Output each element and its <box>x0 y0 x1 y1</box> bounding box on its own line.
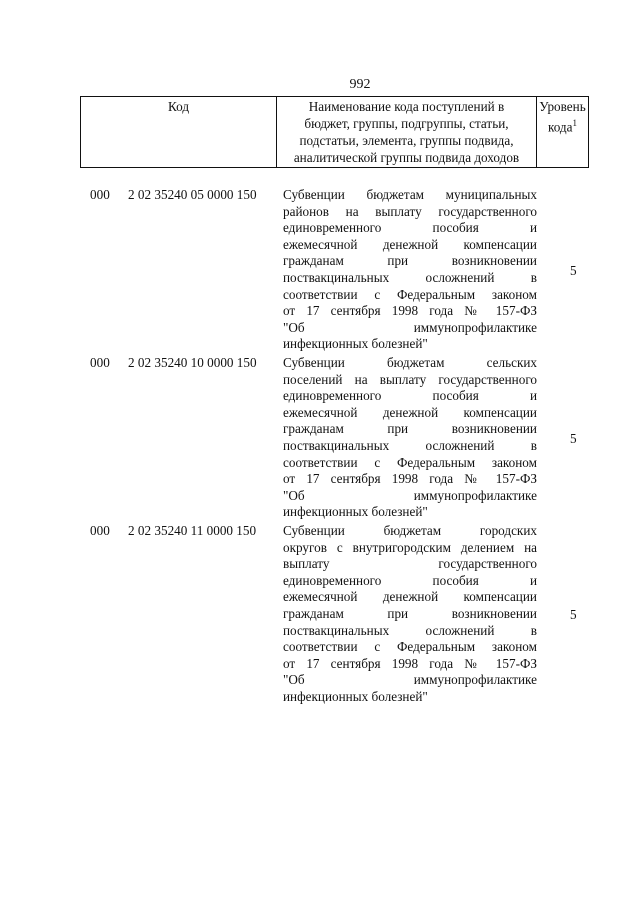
table-header <box>80 96 589 168</box>
income-description <box>283 523 537 706</box>
description-line: гражданам при возникновении <box>283 253 537 269</box>
page-number: 992 <box>349 77 371 92</box>
description-line: Субвенции бюджетам городских <box>283 523 537 538</box>
description-line: соответствии с Федеральным законом <box>283 286 537 302</box>
description-line: гражданам при возникновении <box>283 605 537 621</box>
description-line: поствакцинальных осложнений в <box>283 269 537 285</box>
description-line: Субвенции бюджетам сельских <box>283 355 537 370</box>
description-line: районов на выплату государственного <box>283 203 537 219</box>
description-line: выплату государственного <box>283 556 537 572</box>
header-level <box>537 97 589 168</box>
description-line: Субвенции бюджетам муниципальных <box>283 187 537 202</box>
income-description <box>283 187 537 353</box>
description-line: инфекционных болезней" <box>283 504 428 520</box>
code-level: 5 <box>570 607 577 622</box>
description-line: единовременного пособия и <box>283 572 537 588</box>
header-name-line: Наименование кода поступлений в <box>308 99 505 114</box>
description-line: от 17 сентября 1998 года № 157-ФЗ <box>283 655 537 671</box>
code-level: 5 <box>570 431 577 446</box>
description-line: соответствии с Федеральным законом <box>283 454 537 470</box>
header-level-label2: кода <box>547 119 573 135</box>
income-description <box>283 355 537 521</box>
description-line: "Об иммунопрофилактике <box>283 672 537 688</box>
description-line: округов с внутригородским делением на <box>283 539 537 555</box>
description-line: от 17 сентября 1998 года № 157-ФЗ <box>283 303 537 319</box>
description-line: поствакцинальных осложнений в <box>283 622 537 638</box>
header-name-line: подстатьи, элемента, группы подвида, <box>299 133 514 148</box>
description-line: единовременного пособия и <box>283 388 537 404</box>
description-line: ежемесячной денежной компенсации <box>283 404 537 420</box>
header-name <box>277 97 537 168</box>
admin-code: 000 <box>90 187 110 202</box>
description-line: гражданам при возникновении <box>283 421 537 437</box>
header-code: Код <box>81 97 277 168</box>
description-line: "Об иммунопрофилактике <box>283 487 537 503</box>
income-code: 2 02 35240 05 0000 150 <box>128 187 257 202</box>
code-level: 5 <box>570 263 577 278</box>
header-level-footnote: 1 <box>572 118 577 128</box>
header-name-line: бюджет, группы, подгруппы, статьи, <box>304 116 509 131</box>
description-line: "Об иммунопрофилактике <box>283 319 537 335</box>
admin-code: 000 <box>90 355 110 370</box>
admin-code: 000 <box>90 523 110 538</box>
income-code: 2 02 35240 10 0000 150 <box>128 355 257 370</box>
description-line: инфекционных болезней" <box>283 688 428 704</box>
header-name-line: аналитической группы подвида доходов <box>293 150 520 165</box>
description-line: соответствии с Федеральным законом <box>283 639 537 655</box>
header-level-label: Уровень <box>539 99 586 114</box>
description-line: ежемесячной денежной компенсации <box>283 589 537 605</box>
description-line: от 17 сентября 1998 года № 157-ФЗ <box>283 471 537 487</box>
description-line: поселений на выплату государственного <box>283 371 537 387</box>
description-line: поствакцинальных осложнений в <box>283 437 537 453</box>
description-line: инфекционных болезней" <box>283 336 428 352</box>
income-code: 2 02 35240 11 0000 150 <box>128 523 257 538</box>
description-line: единовременного пособия и <box>283 220 537 236</box>
description-line: ежемесячной денежной компенсации <box>283 236 537 252</box>
